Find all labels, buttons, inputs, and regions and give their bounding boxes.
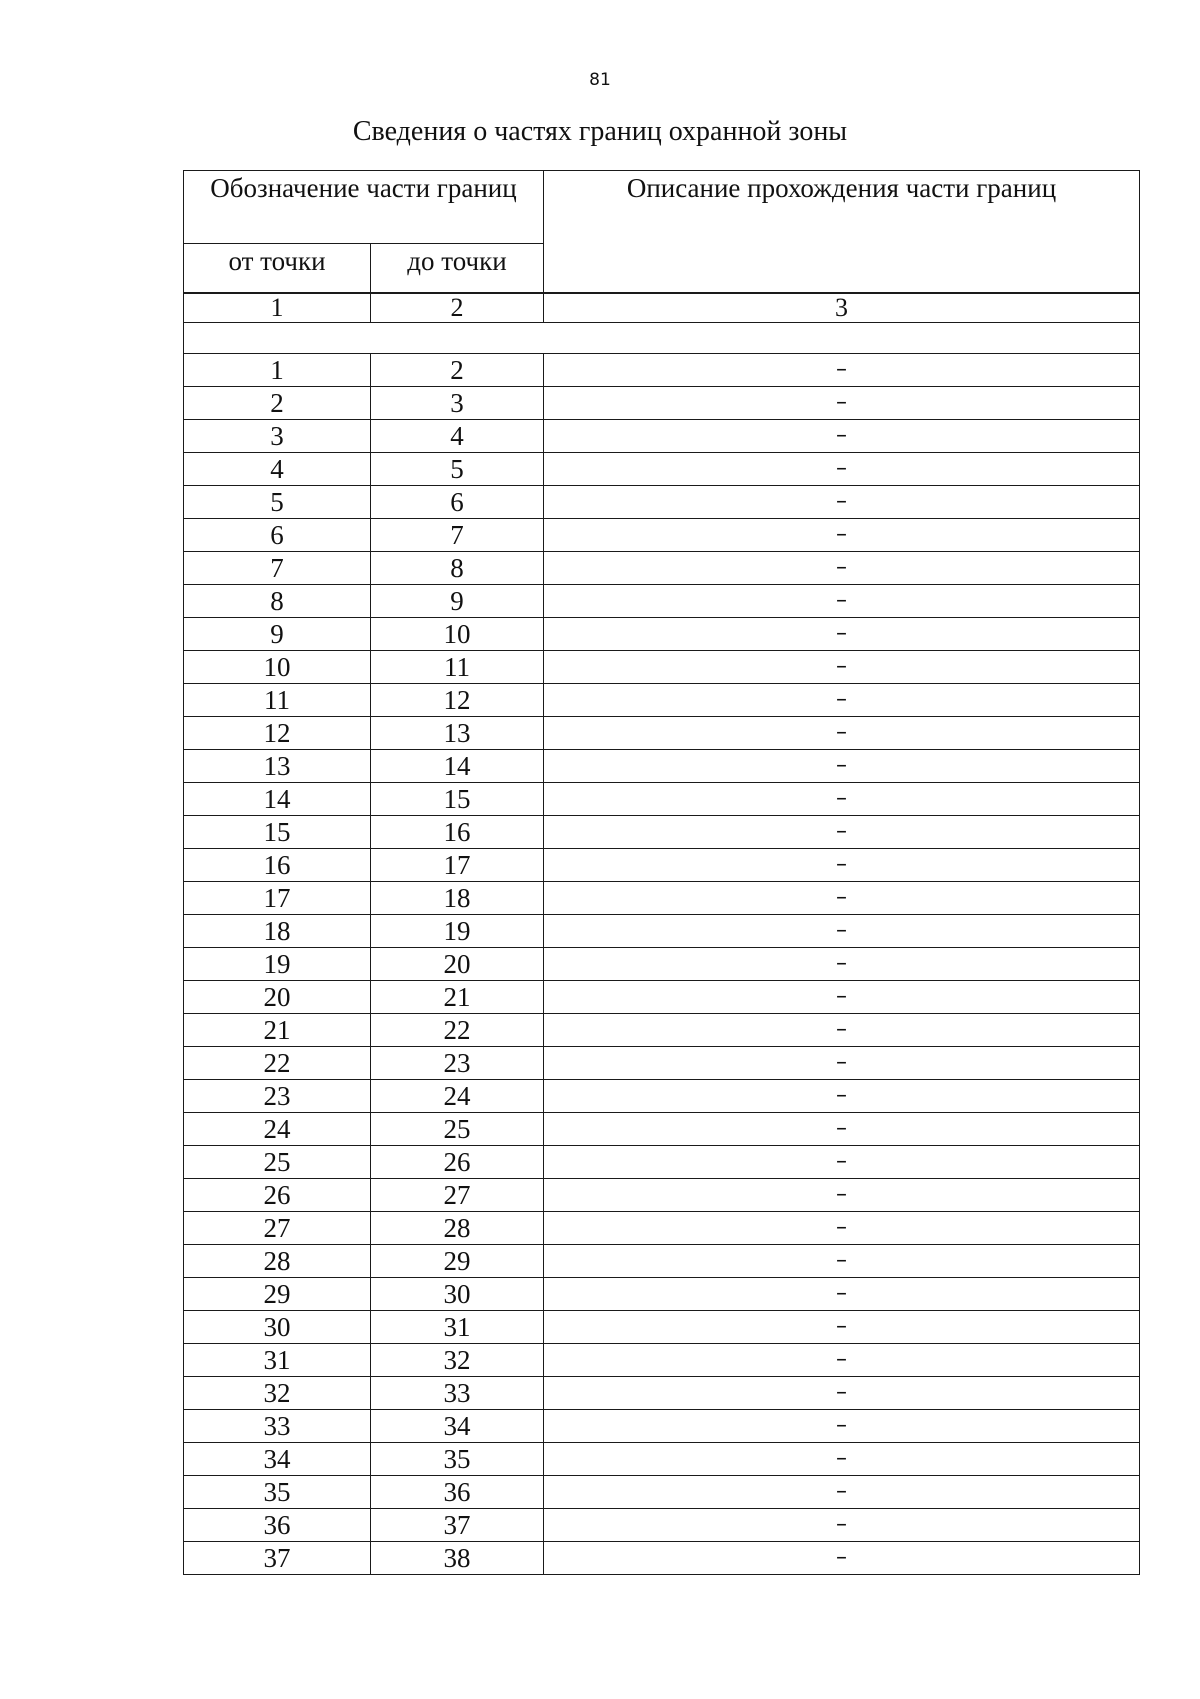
- description-cell: –: [544, 453, 1140, 486]
- from-point-cell: 19: [184, 948, 371, 981]
- description-cell: –: [544, 1377, 1140, 1410]
- from-point-cell: 31: [184, 1344, 371, 1377]
- to-point-cell: 30: [371, 1278, 544, 1311]
- column-number: 3: [544, 294, 1140, 323]
- table-row: [184, 849, 1140, 882]
- from-point-cell: 11: [184, 684, 371, 717]
- from-point-cell: 6: [184, 519, 371, 552]
- description-cell: –: [544, 1476, 1140, 1509]
- table-row: [184, 750, 1140, 783]
- table-row: [184, 1542, 1140, 1575]
- description-cell: –: [544, 1410, 1140, 1443]
- description-cell: –: [544, 849, 1140, 882]
- table-row: [184, 519, 1140, 552]
- description-cell: –: [544, 816, 1140, 849]
- table-row: [184, 1113, 1140, 1146]
- description-cell: –: [544, 1080, 1140, 1113]
- table-row: [184, 684, 1140, 717]
- from-point-cell: 30: [184, 1311, 371, 1344]
- to-point-cell: 12: [371, 684, 544, 717]
- description-cell: –: [544, 1509, 1140, 1542]
- table-row: [184, 717, 1140, 750]
- description-cell: –: [544, 519, 1140, 552]
- table-row: [184, 816, 1140, 849]
- to-point-cell: 4: [371, 420, 544, 453]
- to-point-cell: 15: [371, 783, 544, 816]
- description-cell: –: [544, 915, 1140, 948]
- description-cell: –: [544, 420, 1140, 453]
- column-number-row: [184, 294, 1140, 323]
- table-row: [184, 1311, 1140, 1344]
- to-point-cell: 26: [371, 1146, 544, 1179]
- table-row: [184, 420, 1140, 453]
- description-cell: –: [544, 948, 1140, 981]
- to-point-cell: 18: [371, 882, 544, 915]
- from-point-cell: 35: [184, 1476, 371, 1509]
- to-point-cell: 29: [371, 1245, 544, 1278]
- to-point-cell: 2: [371, 354, 544, 387]
- description-cell: –: [544, 750, 1140, 783]
- from-point-cell: 7: [184, 552, 371, 585]
- table-row: [184, 948, 1140, 981]
- description-cell: –: [544, 1443, 1140, 1476]
- to-point-cell: 17: [371, 849, 544, 882]
- to-point-cell: 6: [371, 486, 544, 519]
- from-point-cell: 17: [184, 882, 371, 915]
- to-point-cell: 11: [371, 651, 544, 684]
- from-point-cell: 9: [184, 618, 371, 651]
- description-cell: –: [544, 651, 1140, 684]
- from-point-cell: 21: [184, 1014, 371, 1047]
- column-number: 2: [371, 294, 544, 323]
- to-point-cell: 35: [371, 1443, 544, 1476]
- table-row: [184, 651, 1140, 684]
- table-row: [184, 1344, 1140, 1377]
- document-title: Сведения о частях границ охранной зоны: [352, 116, 848, 147]
- table-row: [184, 387, 1140, 420]
- description-cell: –: [544, 1014, 1140, 1047]
- from-point-cell: 20: [184, 981, 371, 1014]
- to-point-cell: 3: [371, 387, 544, 420]
- table-row: [184, 354, 1140, 387]
- description-cell: –: [544, 684, 1140, 717]
- boundary-table-header: [183, 170, 1140, 293]
- header-to-point: до точки: [371, 244, 544, 293]
- from-point-cell: 3: [184, 420, 371, 453]
- from-point-cell: 23: [184, 1080, 371, 1113]
- description-cell: –: [544, 1542, 1140, 1575]
- to-point-cell: 22: [371, 1014, 544, 1047]
- description-cell: –: [544, 1146, 1140, 1179]
- from-point-cell: 10: [184, 651, 371, 684]
- description-cell: –: [544, 585, 1140, 618]
- table-row: [184, 1014, 1140, 1047]
- to-point-cell: 21: [371, 981, 544, 1014]
- to-point-cell: 37: [371, 1509, 544, 1542]
- to-point-cell: 19: [371, 915, 544, 948]
- table-row: [184, 1047, 1140, 1080]
- table-row: [184, 1476, 1140, 1509]
- from-point-cell: 26: [184, 1179, 371, 1212]
- description-cell: –: [544, 1047, 1140, 1080]
- description-cell: –: [544, 783, 1140, 816]
- description-cell: –: [544, 1179, 1140, 1212]
- description-cell: –: [544, 1278, 1140, 1311]
- header-from-point: от точки: [184, 244, 371, 293]
- from-point-cell: 22: [184, 1047, 371, 1080]
- table-row: [184, 552, 1140, 585]
- from-point-cell: 33: [184, 1410, 371, 1443]
- table-row: [184, 1410, 1140, 1443]
- from-point-cell: 15: [184, 816, 371, 849]
- to-point-cell: 36: [371, 1476, 544, 1509]
- from-point-cell: 36: [184, 1509, 371, 1542]
- from-point-cell: 2: [184, 387, 371, 420]
- description-cell: –: [544, 618, 1140, 651]
- table-row: [184, 1278, 1140, 1311]
- to-point-cell: 24: [371, 1080, 544, 1113]
- description-cell: –: [544, 882, 1140, 915]
- from-point-cell: 24: [184, 1113, 371, 1146]
- from-point-cell: 27: [184, 1212, 371, 1245]
- from-point-cell: 32: [184, 1377, 371, 1410]
- table-row: [184, 981, 1140, 1014]
- table-row: [184, 1377, 1140, 1410]
- to-point-cell: 13: [371, 717, 544, 750]
- to-point-cell: 34: [371, 1410, 544, 1443]
- from-point-cell: 14: [184, 783, 371, 816]
- description-cell: –: [544, 486, 1140, 519]
- from-point-cell: 12: [184, 717, 371, 750]
- table-row: [184, 1212, 1140, 1245]
- from-point-cell: 13: [184, 750, 371, 783]
- to-point-cell: 7: [371, 519, 544, 552]
- from-point-cell: 4: [184, 453, 371, 486]
- to-point-cell: 20: [371, 948, 544, 981]
- description-cell: –: [544, 387, 1140, 420]
- to-point-cell: 33: [371, 1377, 544, 1410]
- description-cell: –: [544, 354, 1140, 387]
- from-point-cell: 25: [184, 1146, 371, 1179]
- section-row: [184, 323, 1140, 354]
- to-point-cell: 28: [371, 1212, 544, 1245]
- table-row: [184, 486, 1140, 519]
- to-point-cell: 23: [371, 1047, 544, 1080]
- boundary-table: [183, 293, 1140, 1575]
- table-row: [184, 915, 1140, 948]
- to-point-cell: 14: [371, 750, 544, 783]
- header-designation: Обозначение части границ: [184, 171, 544, 244]
- table-row: [184, 882, 1140, 915]
- to-point-cell: 16: [371, 816, 544, 849]
- to-point-cell: 5: [371, 453, 544, 486]
- to-point-cell: 10: [371, 618, 544, 651]
- description-cell: –: [544, 1212, 1140, 1245]
- to-point-cell: 8: [371, 552, 544, 585]
- table-row: [184, 1443, 1140, 1476]
- from-point-cell: 34: [184, 1443, 371, 1476]
- to-point-cell: 31: [371, 1311, 544, 1344]
- from-point-cell: 8: [184, 585, 371, 618]
- table-row: [184, 1509, 1140, 1542]
- to-point-cell: 27: [371, 1179, 544, 1212]
- from-point-cell: 28: [184, 1245, 371, 1278]
- description-cell: –: [544, 1245, 1140, 1278]
- table-row: [184, 1080, 1140, 1113]
- boundary-table-body: [184, 294, 1140, 1575]
- description-cell: –: [544, 1113, 1140, 1146]
- description-cell: –: [544, 1311, 1140, 1344]
- header-description: Описание прохождения части границ: [544, 171, 1140, 293]
- description-cell: –: [544, 717, 1140, 750]
- table-row: [184, 618, 1140, 651]
- to-point-cell: 9: [371, 585, 544, 618]
- from-point-cell: 37: [184, 1542, 371, 1575]
- table-row: [184, 783, 1140, 816]
- table-row: [184, 585, 1140, 618]
- from-point-cell: 29: [184, 1278, 371, 1311]
- description-cell: –: [544, 981, 1140, 1014]
- to-point-cell: 32: [371, 1344, 544, 1377]
- table-row: [184, 453, 1140, 486]
- table-row: [184, 1179, 1140, 1212]
- from-point-cell: 5: [184, 486, 371, 519]
- from-point-cell: 16: [184, 849, 371, 882]
- column-number: 1: [184, 294, 371, 323]
- page-number: 81: [589, 70, 611, 90]
- description-cell: –: [544, 1344, 1140, 1377]
- section-label: [184, 323, 1140, 354]
- from-point-cell: 1: [184, 354, 371, 387]
- to-point-cell: 38: [371, 1542, 544, 1575]
- from-point-cell: 18: [184, 915, 371, 948]
- description-cell: –: [544, 552, 1140, 585]
- table-row: [184, 1245, 1140, 1278]
- table-row: [184, 1146, 1140, 1179]
- to-point-cell: 25: [371, 1113, 544, 1146]
